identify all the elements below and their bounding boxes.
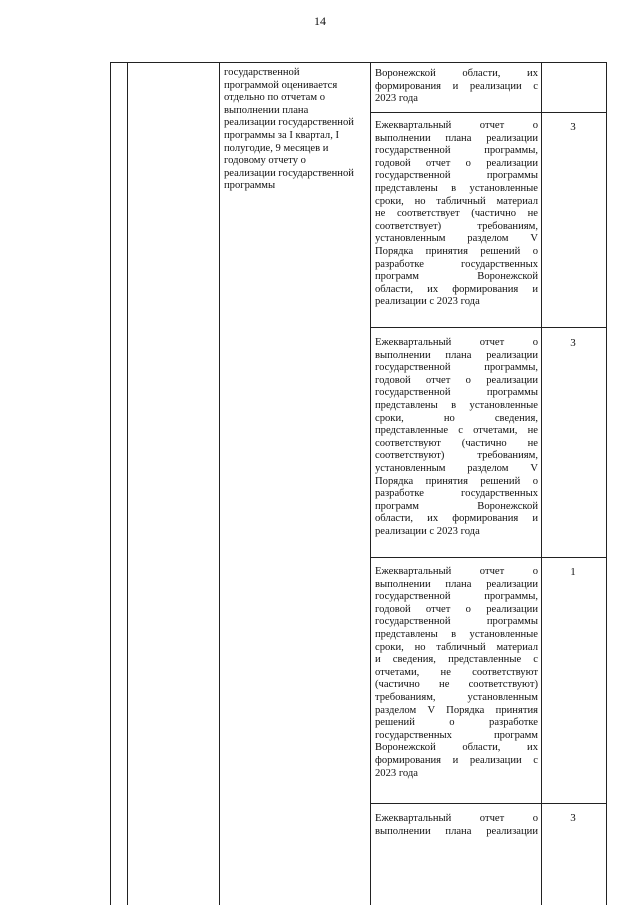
table-border-top xyxy=(110,62,606,63)
criterion-text-row-4: Ежеквартальный отчет о выполнении плана реализации xyxy=(375,813,538,837)
row-divider-2 xyxy=(370,327,606,328)
criterion-text-row-1: Ежеквартальный отчет о выполнении плана реализации государственной программы, годовой отчет о реализации государственной программы представлены в установленные сроки, но табличный материал не соответствует (частично не соответствует) требованиям, установленным разделом V Порядка принятия решений о разработке государственных программ Воронежской области, их формирования и реализации с 2023 года xyxy=(375,120,538,308)
row-divider-1 xyxy=(370,112,606,113)
column-divider-1 xyxy=(127,62,128,905)
criterion-text-row-3: Ежеквартальный отчет о выполнении плана реализации государственной программы, годовой отчет о реализации государственной программы представлены в установленные сроки, но табличный материал и сведения, представленные с отчетами, не соответствуют (частично не соответствуют) требованиям, установленным разделом V Порядка принятия решений о разработке государственных программ Воронежской области, их формирования и реализации с 2023 года xyxy=(375,566,538,779)
column-divider-2 xyxy=(219,62,220,905)
page-number: 14 xyxy=(314,14,326,28)
score-row-1: 3 xyxy=(570,121,576,133)
score-row-4: 3 xyxy=(570,812,576,824)
criterion-text-row-0: Воронежской области, их формирования и реализации с 2023 года xyxy=(375,68,538,105)
table-border-left xyxy=(110,62,111,905)
score-row-3: 1 xyxy=(570,566,576,578)
row-divider-3 xyxy=(370,557,606,558)
score-row-2: 3 xyxy=(570,337,576,349)
criterion-text-row-2: Ежеквартальный отчет о выполнении плана реализации государственной программы, годовой отчет о реализации государственной программы представлены в установленные сроки, но сведения, представленные с отчетами, не соответствуют (частично не соответствуют) требованиям, установленным разделом V Порядка принятия решений о разработке государственных программ Воронежской области, их формирования и реализации с 2023 года xyxy=(375,337,538,537)
column-divider-3 xyxy=(370,62,371,905)
row-divider-4 xyxy=(370,803,606,804)
column-divider-4 xyxy=(541,62,542,905)
table-border-right xyxy=(606,62,607,905)
program-evaluation-text: государственной программой оценивается отдельно по отчетам о выполнении плана реализации государственной программы за I квартал, I полугодие, 9 месяцев и годовому отчету о реализации государственной программы xyxy=(224,67,354,192)
